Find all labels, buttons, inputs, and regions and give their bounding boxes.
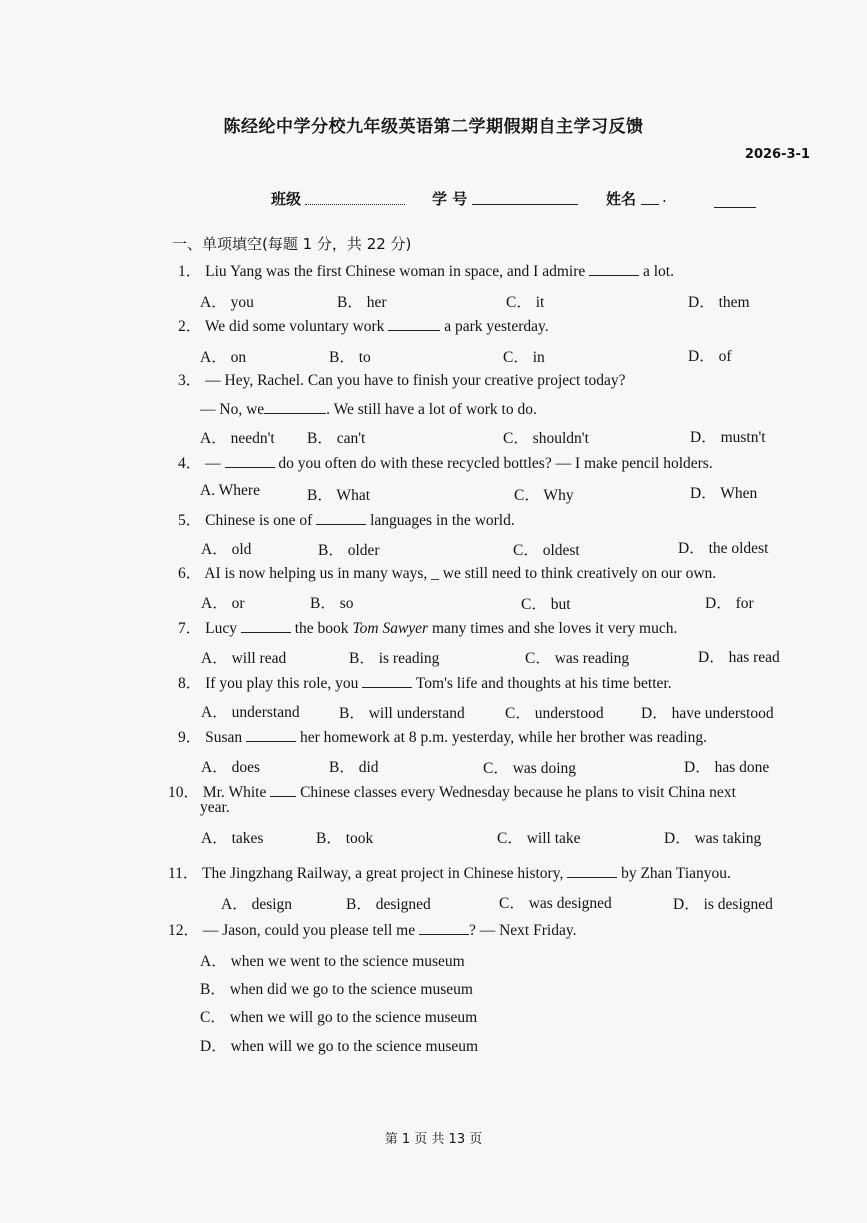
number-label: 学 号 <box>432 190 468 208</box>
book-title: Tom Sawyer <box>352 620 429 637</box>
q12-option-d: D． when will we go to the science museum <box>200 1038 479 1055</box>
q4-option-a: A. Where <box>200 482 260 499</box>
question-4: 4． — do you often do with these recycled bottles? — I make pencil holders. <box>178 455 713 472</box>
q1-option-c: C． it <box>506 294 545 311</box>
q6-option-c: C． but <box>521 596 571 613</box>
q2-option-d: D． of <box>688 348 732 365</box>
q3-option-b: B． can't <box>307 430 366 447</box>
question-12: 12． — Jason, could you please tell me ? — Next Friday. <box>168 922 577 939</box>
q11-option-d: D． is designed <box>673 896 773 913</box>
question-11: 11． The Jingzhang Railway, a great project in Chinese history, by Zhan Tianyou. <box>168 865 731 882</box>
q8-option-b: B． will understand <box>339 705 465 722</box>
answer-blank <box>362 673 412 688</box>
q2-option-b: B． to <box>329 349 371 366</box>
q10-option-d: D． was taking <box>664 830 762 847</box>
name-field-line-2 <box>714 193 756 208</box>
question-8: 8． If you play this role, you Tom's life and thoughts at his time better. <box>178 675 672 692</box>
q12-option-c: C． when we will go to the science museum <box>200 1009 478 1026</box>
answer-blank <box>589 261 639 276</box>
q6-option-d: D． for <box>705 595 754 612</box>
question-10: 10． Mr. White Chinese classes every Wednesday because he plans to visit China next <box>168 784 736 801</box>
q8-option-d: D． have understood <box>641 705 774 722</box>
q9-option-d: D． has done <box>684 759 770 776</box>
page-title: 陈经纶中学分校九年级英语第二学期假期自主学习反馈 <box>223 117 644 137</box>
question-6: 6． AI is now helping us in many ways, _ we still need to think creatively on our own. <box>178 565 717 582</box>
q1-option-d: D． them <box>688 294 750 311</box>
question-9: 9． Susan her homework at 8 p.m. yesterday, while her brother was reading. <box>178 729 707 746</box>
q12-option-a: A． when we went to the science museum <box>200 953 465 970</box>
name-trail: . <box>662 188 667 206</box>
q3-option-d: D． mustn't <box>690 429 766 446</box>
answer-blank <box>388 316 440 331</box>
q6-option-b: B． so <box>310 595 354 612</box>
question-10-line-2: year. <box>200 799 230 816</box>
q10-option-a: A． takes <box>201 830 264 847</box>
q9-option-a: A． does <box>201 759 260 776</box>
answer-blank <box>246 727 296 742</box>
q5-option-d: D． the oldest <box>678 540 769 557</box>
q7-option-d: D． has read <box>698 649 780 666</box>
q5-option-a: A． old <box>201 541 252 558</box>
q6-option-a: A． or <box>201 595 245 612</box>
q2-option-c: C． in <box>503 349 545 366</box>
q11-option-a: A． design <box>221 896 293 913</box>
name-field-line <box>641 190 659 205</box>
answer-blank <box>316 510 366 525</box>
question-7: 7． Lucy the book Tom Sawyer many times and she loves it very much. <box>178 620 678 637</box>
section-heading: 一、单项填空(每题 1 分，共 22 分) <box>172 235 412 253</box>
answer-blank <box>241 618 291 633</box>
number-field-line <box>472 190 578 205</box>
question-5: 5． Chinese is one of languages in the world. <box>178 512 515 529</box>
q3-option-a: A． needn't <box>200 430 275 447</box>
question-1: 1． Liu Yang was the first Chinese woman in space, and I admire a lot. <box>178 263 674 280</box>
question-3-line-2: — No, we . We still have a lot of work to do. <box>200 401 537 418</box>
q9-option-c: C． was doing <box>483 760 577 777</box>
q7-option-b: B． is reading <box>349 650 440 667</box>
answer-blank <box>264 399 326 414</box>
q11-option-c: C． was designed <box>499 895 612 912</box>
q4-option-c: C． Why <box>514 487 574 504</box>
answer-blank <box>225 453 275 468</box>
class-label: 班级 <box>271 190 302 208</box>
answer-blank <box>419 920 469 935</box>
question-2: 2． We did some voluntary work a park yesterday. <box>178 318 549 335</box>
q1-option-a: A． you <box>200 294 254 311</box>
q9-option-b: B． did <box>329 759 379 776</box>
q4-option-b: B． What <box>307 487 370 504</box>
name-label: 姓名 <box>606 190 637 208</box>
q5-option-b: B． older <box>318 542 380 559</box>
q7-option-a: A． will read <box>201 650 287 667</box>
q12-option-b: B． when did we go to the science museum <box>200 981 473 998</box>
exam-date: 2026-3-1 <box>744 147 810 162</box>
q7-option-c: C． was reading <box>525 650 630 667</box>
q10-option-b: B． took <box>316 830 374 847</box>
question-3: 3． — Hey, Rachel. Can you have to finish your creative project today? <box>178 372 626 389</box>
q8-option-c: C． understood <box>505 705 604 722</box>
page-number: 第 1 页 共 13 页 <box>384 1132 483 1147</box>
q5-option-c: C． oldest <box>513 542 580 559</box>
q11-option-b: B． designed <box>346 896 431 913</box>
class-field-line <box>305 190 405 205</box>
q10-option-c: C． will take <box>497 830 581 847</box>
q2-option-a: A． on <box>200 349 247 366</box>
q4-option-d: D． When <box>690 485 758 502</box>
answer-blank <box>270 782 296 797</box>
answer-blank <box>567 863 617 878</box>
q8-option-a: A． understand <box>201 704 300 721</box>
q3-option-c: C． shouldn't <box>503 430 589 447</box>
q1-option-b: B． her <box>337 294 387 311</box>
